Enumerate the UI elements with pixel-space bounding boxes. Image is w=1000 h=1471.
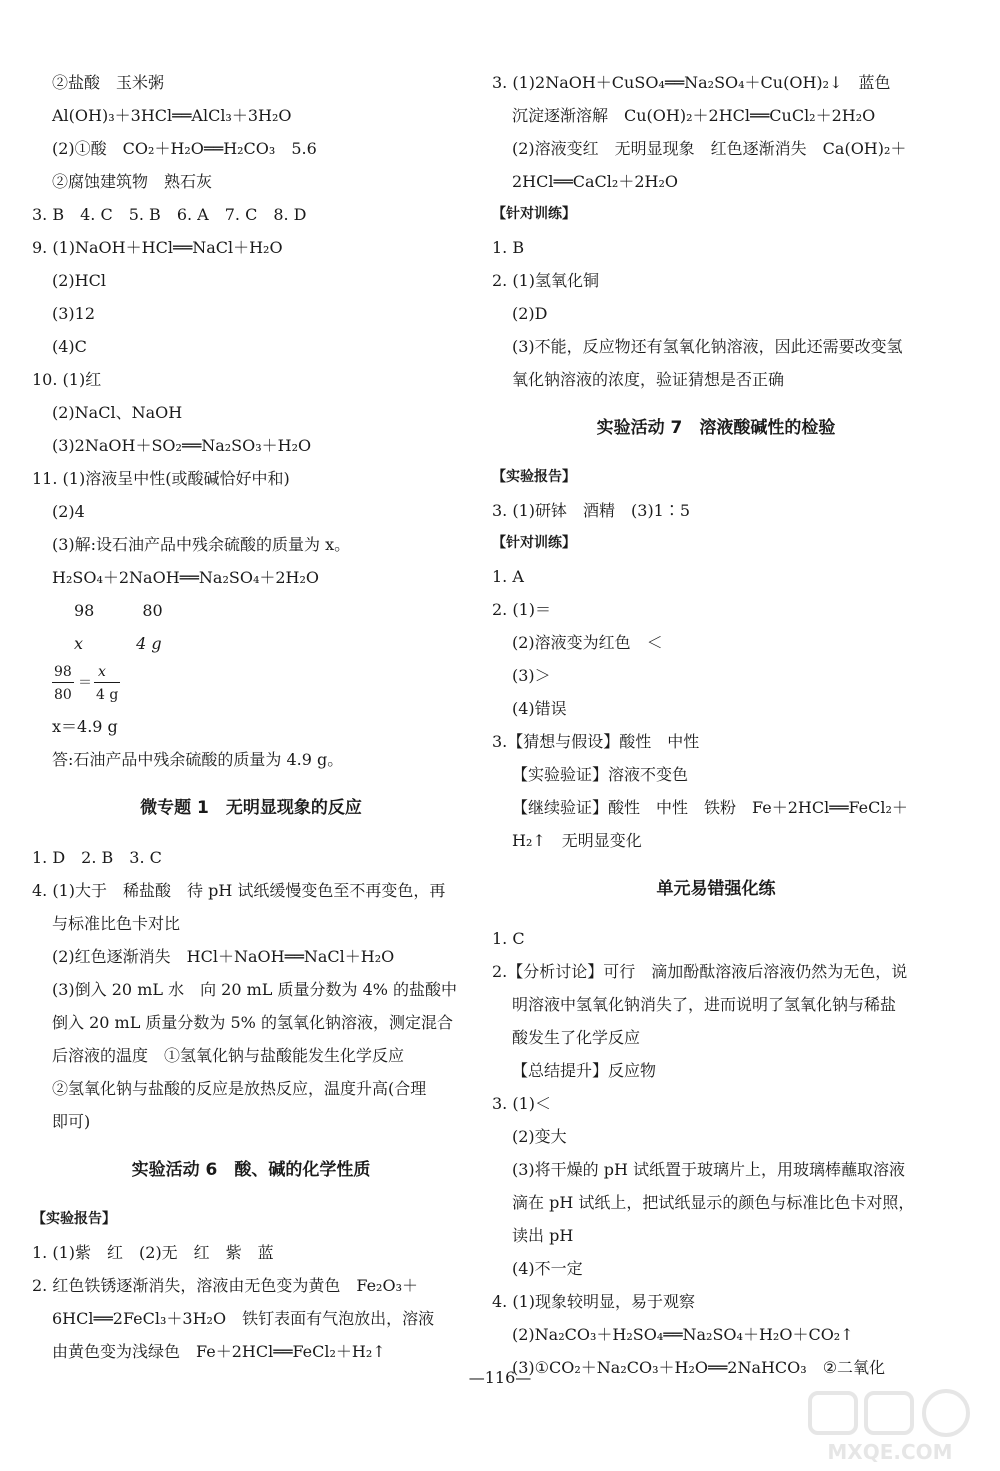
- answer-line: 2. (1)氢氧化铜: [492, 271, 600, 290]
- answer-line: 明溶液中氢氧化钠消失了，进而说明了氢氧化钠与稀盐: [512, 995, 897, 1014]
- answer-line: (3)①CO₂＋Na₂CO₃＋H₂O══2NaHCO₃ ②二氧化: [512, 1358, 886, 1377]
- section-title: 实验活动 7 溶液酸碱性的检验: [596, 418, 836, 438]
- answer-line: 4. (1)现象较明显，易于观察: [492, 1292, 696, 1311]
- answer-line: Al(OH)₃＋3HCl══AlCl₃＋3H₂O: [52, 106, 292, 125]
- answer-line: 即可): [52, 1112, 91, 1131]
- section-title: 实验活动 6 酸、碱的化学性质: [131, 1160, 371, 1180]
- answer-line: 读出 pH: [512, 1226, 574, 1245]
- answer-line: 滴在 pH 试纸上，把试纸显示的颜色与标准比色卡对照，: [512, 1193, 915, 1212]
- section-title: 微专题 1 无明显现象的反应: [140, 798, 362, 818]
- answer-line: 10. (1)红: [32, 370, 102, 389]
- answer-line: (2)Na₂CO₃＋H₂SO₄══Na₂SO₄＋H₂O＋CO₂↑: [512, 1325, 854, 1344]
- answer-line: 4. (1)大于 稀盐酸 待 pH 试纸缓慢变色至不再变色，再: [32, 881, 446, 900]
- answer-line: x＝4.9 g: [52, 717, 118, 736]
- answer-line: 98 80: [74, 601, 163, 620]
- answer-line: 2. (1)＝: [492, 600, 552, 619]
- fraction-denominator: 80: [54, 687, 72, 703]
- answer-line: 倒入 20 mL 质量分数为 5% 的氢氧化钠溶液，测定混合: [52, 1013, 453, 1032]
- answer-line: 2HCl══CaCl₂＋2H₂O: [512, 172, 678, 191]
- answer-line: (2)①酸 CO₂＋H₂O══H₂CO₃ 5.6: [52, 139, 317, 158]
- answer-line: 氧化钠溶液的浓度，验证猜想是否正确: [512, 370, 785, 389]
- answer-line: H₂SO₄＋2NaOH══Na₂SO₄＋2H₂O: [52, 568, 320, 587]
- fraction-numerator: 98: [54, 664, 72, 680]
- answer-line: 1. B: [492, 238, 525, 257]
- equals-sign: ＝: [78, 675, 92, 691]
- answer-line: 酸发生了化学反应: [512, 1028, 641, 1047]
- spacer: [32, 1187, 470, 1203]
- answer-line: (4)不一定: [512, 1259, 583, 1278]
- answer-line: 1. A: [492, 567, 524, 586]
- answer-line: 1. (1)紫 红 (2)无 红 紫 蓝: [32, 1243, 274, 1262]
- spacer: [32, 1138, 470, 1154]
- answer-line: (3)＞: [512, 666, 551, 685]
- answer-line: 2. 红色铁锈逐渐消失，溶液由无色变为黄色 Fe₂O₃＋: [32, 1276, 418, 1295]
- spacer: [492, 906, 940, 922]
- answer-line: (2)变大: [512, 1127, 567, 1146]
- answer-line: (3)倒入 20 mL 水 向 20 mL 质量分数为 4% 的盐酸中: [52, 980, 458, 999]
- spacer: [32, 825, 470, 841]
- answer-line: H₂↑ 无明显变化: [512, 831, 642, 850]
- answer-line: 3. (1)2NaOH＋CuSO₄══Na₂SO₄＋Cu(OH)₂↓ 蓝色: [492, 73, 891, 92]
- right-column: [492, 66, 940, 1384]
- answer-line: x 4 g: [74, 634, 162, 653]
- fraction-bar: [52, 682, 74, 683]
- answer-line: (2)D: [512, 304, 548, 323]
- spacer: [492, 857, 940, 873]
- answer-line: 【实验验证】溶液不变色: [512, 765, 689, 784]
- report-tag: 【实验报告】: [32, 1211, 116, 1227]
- watermark-logo: [800, 1385, 980, 1465]
- fraction-block: [52, 660, 132, 710]
- answer-line: (2)4: [52, 502, 85, 521]
- answer-line: 3. B 4. C 5. B 6. A 7. C 8. D: [32, 205, 307, 224]
- answer-line: (2)溶液变为红色 ＜: [512, 633, 663, 652]
- report-tag: 【实验报告】: [492, 469, 576, 485]
- spacer: [492, 445, 940, 461]
- answer-line: (3)不能，反应物还有氢氧化钠溶液，因此还需要改变氢: [512, 337, 903, 356]
- answer-line: 1. C: [492, 929, 525, 948]
- answer-line: 与标准比色卡对比: [52, 914, 181, 933]
- answer-line: 3. (1)研钵 酒精 (3)1∶5: [492, 501, 691, 520]
- answer-line: (4)错误: [512, 699, 567, 718]
- answer-line: 1. D 2. B 3. C: [32, 848, 162, 867]
- answer-line: ②腐蚀建筑物 熟石灰: [52, 172, 213, 191]
- answer-line: (2)HCl: [52, 271, 106, 290]
- answer-line: 11. (1)溶液呈中性(或酸碱恰好中和): [32, 469, 290, 488]
- fraction-bar: [94, 682, 120, 683]
- answer-line: 沉淀逐渐溶解 Cu(OH)₂＋2HCl══CuCl₂＋2H₂O: [512, 106, 876, 125]
- answer-line: 【继续验证】酸性 中性 铁粉 Fe＋2HCl══FeCl₂＋: [512, 798, 908, 817]
- fraction-denominator: 4 g: [96, 687, 119, 703]
- spacer: [32, 776, 470, 792]
- answer-line: (3)2NaOH＋SO₂══Na₂SO₃＋H₂O: [52, 436, 312, 455]
- answer-line: 3. (1)＜: [492, 1094, 552, 1113]
- answer-line: 【总结提升】反应物: [512, 1061, 657, 1080]
- answer-line: (3)12: [52, 304, 96, 323]
- answer-line: ②氢氧化钠与盐酸的反应是放热反应，温度升高(合理: [52, 1079, 427, 1098]
- watermark-text: MXQE.COM: [827, 1440, 953, 1464]
- answer-line: 后溶液的温度 ①氢氧化钠与盐酸能发生化学反应: [52, 1046, 405, 1065]
- answer-line: 答:石油产品中残余硫酸的质量为 4.9 g。: [52, 750, 344, 769]
- answer-line: (2)NaCl、NaOH: [52, 403, 183, 422]
- answer-line: (3)将干燥的 pH 试纸置于玻璃片上，用玻璃棒蘸取溶液: [512, 1160, 906, 1179]
- answer-line: (3)解:设石油产品中残余硫酸的质量为 x。: [52, 535, 351, 554]
- answer-line: 由黄色变为浅绿色 Fe＋2HCl══FeCl₂＋H₂↑: [52, 1342, 386, 1361]
- fraction-equation: [32, 660, 470, 710]
- page-number: —116—: [468, 1368, 532, 1387]
- answer-line: (2)溶液变红 无明显现象 红色逐渐消失 Ca(OH)₂＋: [512, 139, 907, 158]
- fraction-numerator: x: [98, 664, 106, 680]
- answer-line: 6HCl══2FeCl₃＋3H₂O 铁钉表面有气泡放出，溶液: [52, 1309, 435, 1328]
- training-tag: 【针对训练】: [492, 535, 576, 551]
- answer-line: ②盐酸 玉米粥: [52, 73, 165, 92]
- answer-line: (2)红色逐渐消失 HCl＋NaOH══NaCl＋H₂O: [52, 947, 395, 966]
- spacer: [492, 396, 940, 412]
- answer-line: 9. (1)NaOH＋HCl══NaCl＋H₂O: [32, 238, 283, 257]
- training-tag: 【针对训练】: [492, 206, 576, 222]
- answer-line: 2.【分析讨论】可行 滴加酚酞溶液后溶液仍然为无色，说: [492, 962, 908, 981]
- answer-line: 3.【猜想与假设】酸性 中性: [492, 732, 700, 751]
- answer-line: (4)C: [52, 337, 87, 356]
- left-column: [32, 66, 470, 1368]
- section-title: 单元易错强化练: [656, 879, 776, 899]
